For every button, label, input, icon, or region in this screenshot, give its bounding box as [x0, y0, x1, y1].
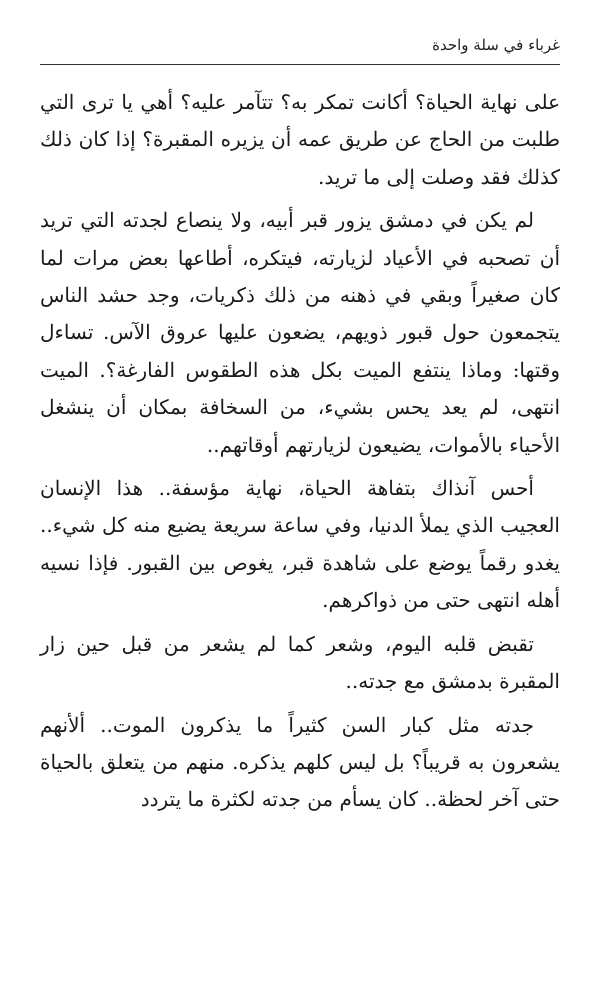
- paragraph: أحس آنذاك بتفاهة الحياة، نهاية مؤسفة.. هذا الإنسان العجيب الذي يملأ الدنيا، وفي ساعة سريعة يضيع منه كل شيء.. يغدو رقماً يوضع على شاهدة قبر، يغوص بين القبور. فإذا نسيه أهله انتهى حتى من ذواكرهم.: [40, 476, 560, 613]
- paragraph-continuation: على نهاية الحياة؟ أكانت تمكر به؟ تتآمر عليه؟ أهي يا ترى التي طلبت من الحاج عن طريق عمه أن يزيره المقبرة؟ إذا كان ذلك كذلك فقد وصلت إلى ما تريد.: [40, 90, 560, 189]
- paragraph: تقبض قلبه اليوم، وشعر كما لم يشعر من قبل حين زار المقبرة بدمشق مع جدته..: [40, 631, 560, 694]
- paragraph: جدته مثل كبار السن كثيراً ما يذكرون الموت.. ألأنهم يشعرون به قريباً؟ بل ليس كلهم يذكره. منهم من يتعلق بالحياة حتى آخر لحظة.. كان يسأم من جدته لكثرة ما يتردد: [40, 712, 560, 812]
- header-rule: [40, 64, 560, 65]
- running-header: غرباء في سلة واحدة: [432, 36, 560, 54]
- body-text: [40, 84, 560, 825]
- paragraph: لم يكن في دمشق يزور قبر أبيه، ولا ينصاع لجدته التي تريد أن تصحبه في الأعياد لزيارته، فيتكره، أطاعها بعض مرات لما كان صغيراً وبقي في ذهنه من ذلك ذكريات، وجد حشد الناس يتجمعون حول قبور ذويهم، يضعون عليها عروق الآس. تساءل وقتها: وماذا ينتفع الميت بكل هذه الطقوس الفارغة؟. الميت انتهى، لم يعد يحس بشيء، من السخافة بمكان أن ينشغل الأحياء بالأموات، يضيعون لزيارتهم أوقاتهم..: [40, 208, 560, 457]
